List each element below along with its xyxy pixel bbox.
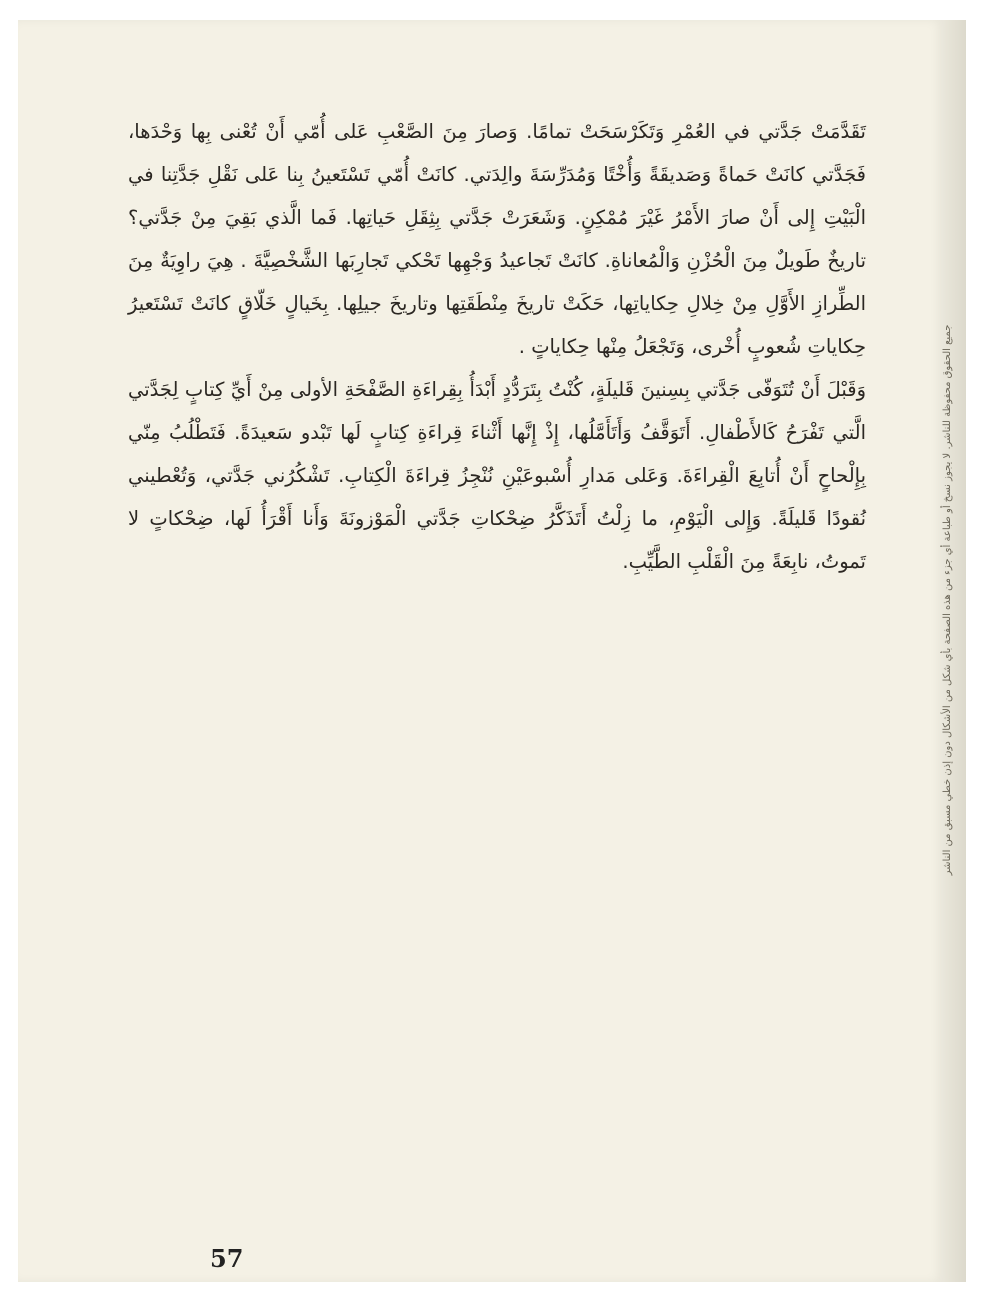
copyright-side-note: جميع الحقوق محفوظة للناشر. لا يجوز نسخ أو طباعة أي جزء من هذه الصفحة بأي شكل من الأشكال دون إذن خطي مسبق من الناشر [942,324,953,876]
page-number: 57 [210,1244,244,1273]
paragraph-1: تَقَدَّمَتْ جَدَّتي في العُمْرِ وَتَكَرْسَحَتْ تمامًا. وَصارَ مِنَ الصَّعْبِ عَلى أُمّي أَنْ تُعْنى بِها وَحْدَها، فَجَدَّتي كانَتْ حَماةً وَصَديقَةً وَأُخْتًا وَمُدَرِّسَةَ والِدَتي. كانَتْ أُمّي تَسْتَعينُ بِنا عَلى نَقْلِ جَدَّتِنا في الْبَيْتِ إِلى أَنْ صارَ الأَمْرُ غَيْرَ مُمْكِنٍ. وَشَعَرَتْ جَدَّتي بِثِقَلِ حَياتِها. فَما الَّذي بَقِيَ مِنْ جَدَّتي؟ تاريخٌ طَويلٌ مِنَ الْحُزْنِ وَالْمُعاناةِ. كانَتْ تَجاعيدُ وَجْهِها تَحْكي تَجارِبَها الشَّخْصِيَّةَ . هِيَ راوِيَةٌ مِنَ الطِّرازِ الأَوَّلِ مِنْ خِلالِ حِكاياتِها، حَكَتْ تاريخَ مِنْطَقَتِها وتاريخَ جيلِها. بِخَيالٍ خَلّاقٍ كانَتْ تَسْتَعيرُ حِكاياتِ شُعوبٍ أُخْرى، وَتَجْعَلُ مِنْها حِكاياتٍ . [128,120,866,358]
story-text [128,110,866,583]
paragraph-2: وَقَبْلَ أَنْ تُتَوَفّى جَدَّتي بِسِنينَ قَليلَةٍ، كُنْتُ بِتَرَدُّدٍ أَبْدَأُ بِقِراءَةِ الصَّفْحَةِ الأولى مِنْ أَيِّ كِتابٍ لِجَدَّتي الَّتي تَفْرَحُ كَالأَطْفالِ. أَتَوَقَّفُ وَأَتَأَمَّلُها، إِذْ إِنَّها أَثْناءَ قِراءَةِ كِتابٍ لَها تَبْدو سَعيدَةً. فَتَطْلُبُ مِنّي بِإِلْحاحٍ أَنْ أُتابِعَ الْقِراءَةَ. وَعَلى مَدارِ أُسْبوعَيْنِ نُنْجِزُ قِراءَةَ الْكِتابِ. تَشْكُرُني جَدَّتي، وَتُعْطيني نُقودًا قَليلَةً. وَإِلى الْيَوْمِ، ما زِلْتُ أَتَذَكَّرُ ضِحْكاتِ جَدَّتي الْمَوْزونَةَ وَأَنا أَقْرَأُ لَها، ضِحْكاتٍ لا تَموتُ، نابِعَةً مِنَ الْقَلْبِ الطَّيِّبِ. [128,378,866,573]
